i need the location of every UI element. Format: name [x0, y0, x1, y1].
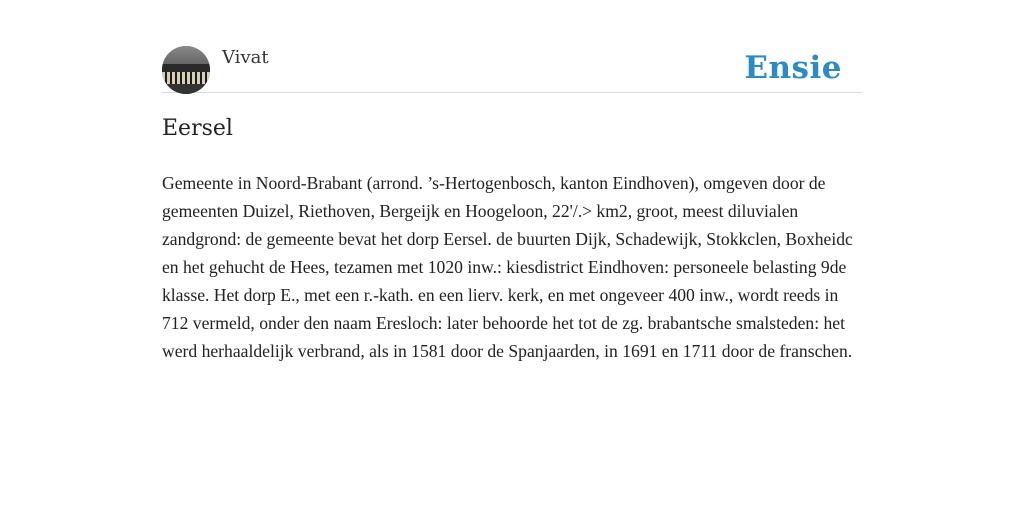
brand-logo[interactable]: Ensie — [744, 50, 842, 86]
avatar-image — [162, 46, 210, 94]
typewriter-avatar-icon[interactable] — [162, 46, 210, 94]
article-title: Eersel — [162, 116, 233, 141]
author-name[interactable]: Vivat — [222, 47, 269, 68]
article-body: Gemeente in Noord-Brabant (arrond. ’s-Hertogenbosch, kanton Eindhoven), omgeven door de gemeenten Duizel, Riethoven, Bergeijk en Hoogeloon, 22'/.> km2, groot, meest diluvialen zandgrond: de gemeente bevat het dorp Eersel. de buurten Dijk, Schadewijk, Stokkclen, Boxheidc en het gehucht de Hees, tezamen met 1020 inw.: kiesdistrict Eindhoven: personeele belasting 9de klasse. Het dorp E., met een r.-kath. en een lierv. kerk, en met ongeveer 400 inw., wordt reeds in 712 vermeld, onder den naam Eresloch: later behoorde het tot de zg. brabantsche smalsteden: het werd herhaaldelijk verbrand, als in 1581 door de Spanjaarden, in 1691 en 1711 door de franschen. — [162, 173, 853, 361]
article-header — [162, 46, 862, 93]
